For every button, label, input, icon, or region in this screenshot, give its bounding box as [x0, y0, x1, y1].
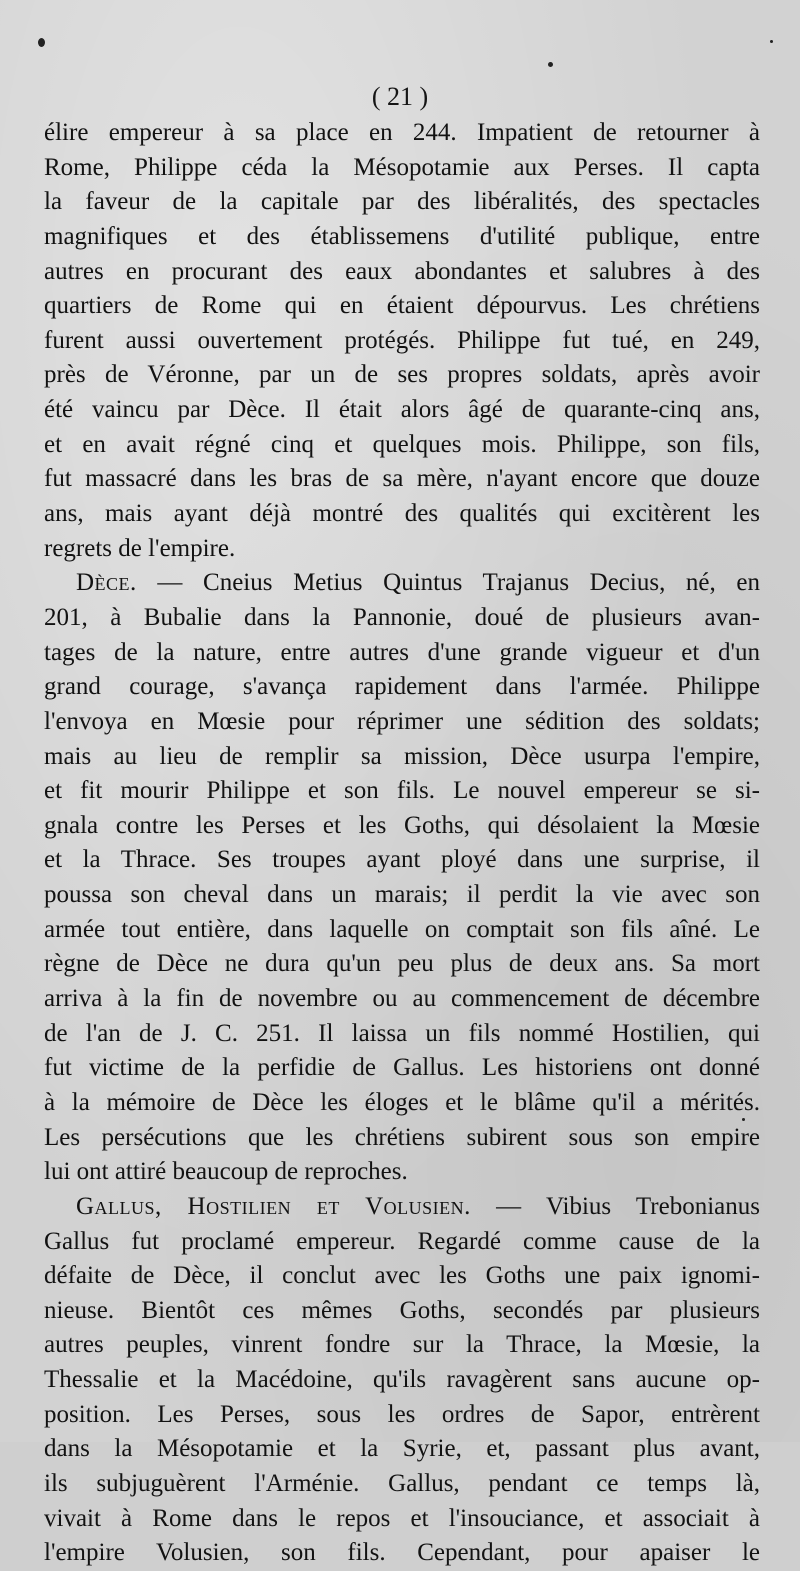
text-line: mais au lieu de remplir sa mission, Dèce usurpa l'empire, [44, 742, 760, 770]
text-line: ans, mais ayant déjà montré des qualités qui excitèrent les [44, 500, 760, 528]
text-line: près de Véronne, par un de ses propres soldats, après avoir [44, 361, 760, 389]
text-line: arriva à la fin de novembre ou au commencement de décembre [44, 985, 760, 1013]
text-line: armée tout entière, dans laquelle on comptait son fils aîné. Le [44, 915, 760, 943]
text-line: Thessalie et la Macédoine, qu'ils ravagèrent sans aucune op- [44, 1366, 760, 1394]
text-line: position. Les Perses, sous les ordres de Sapor, entrèrent [44, 1400, 760, 1428]
text-line: fut victime de la perfidie de Gallus. Les historiens ont donné [44, 1054, 760, 1082]
text-line: regrets de l'empire. [44, 534, 236, 562]
text-line: quartiers de Rome qui en étaient dépourvus. Les chrétiens [44, 292, 760, 320]
text-line: lui ont attiré beaucoup de reproches. [44, 1158, 408, 1186]
text-line: la faveur de la capitale par des libéralités, des spectacles [44, 188, 760, 216]
text-line: et la Thrace. Ses troupes ayant ployé dans une surprise, il [44, 846, 760, 874]
text-line: Les persécutions que les chrétiens subirent sous son empire [44, 1123, 760, 1151]
text-line: vivait à Rome dans le repos et l'insouciance, et associait à [44, 1504, 760, 1532]
text-line: et fit mourir Philippe et son fils. Le nouvel empereur se si- [44, 777, 760, 805]
text-line: ils subjuguèrent l'Arménie. Gallus, pendant ce temps là, [44, 1469, 760, 1497]
body-text [44, 116, 760, 1571]
text-line: règne de Dèce ne dura qu'un peu plus de deux ans. Sa mort [44, 950, 760, 978]
text-line: élire empereur à sa place en 244. Impatient de retourner à [44, 119, 760, 146]
text-line: été vaincu par Dèce. Il était alors âgé de quarante-cinq ans, [44, 396, 760, 424]
text-run: — Vibius Trebonianus [470, 1192, 760, 1220]
text-line: de l'an de J. C. 251. Il laissa un fils nommé Hostilien, qui [44, 1019, 760, 1047]
text-line: fut massacré dans les bras de sa mère, n'ayant encore que douze [44, 465, 760, 493]
text-line: furent aussi ouvertement protégés. Philippe fut tué, en 249, [44, 326, 760, 354]
text-line: l'envoya en Mœsie pour réprimer une sédition des soldats; [44, 707, 760, 735]
text-line: nieuse. Bientôt ces mêmes Goths, secondés par plusieurs [44, 1296, 760, 1324]
page-number: ( 21 ) [371, 82, 429, 111]
text-line: magnifiques et des établissemens d'utilité publique, entre [44, 222, 760, 250]
section-heading: Dèce. [76, 569, 137, 597]
text-line: autres en procurant des eaux abondantes et salubres à des [44, 257, 760, 285]
text-line: Gallus fut proclamé empereur. Regardé comme cause de la [44, 1227, 760, 1255]
paragraph-first-line [44, 1190, 760, 1225]
ink-speck [38, 38, 45, 47]
text-line: 201, à Bubalie dans la Pannonie, doué de plusieurs avan- [44, 603, 760, 631]
text-line: et en avait régné cinq et quelques mois. Philippe, son fils, [44, 430, 760, 458]
text-line: l'empire Volusien, son fils. Cependant, pour apaiser le [44, 1539, 760, 1567]
ink-speck [770, 40, 773, 43]
text-line: Rome, Philippe céda la Mésopotamie aux Perses. Il capta [44, 153, 760, 181]
text-line: poussa son cheval dans un marais; il perdit la vie avec son [44, 881, 760, 909]
section-heading: Gallus, Hostilien et Volusien. [76, 1192, 471, 1220]
text-line: à la mémoire de Dèce les éloges et le blâme qu'il a mérités. [44, 1088, 760, 1116]
paragraph-first-line [44, 566, 760, 601]
text-line: autres peuples, vinrent fondre sur la Thrace, la Mœsie, la [44, 1331, 760, 1359]
text-line: gnala contre les Perses et les Goths, qui désolaient la Mœsie [44, 811, 760, 839]
ink-speck [548, 62, 553, 67]
text-line: dans la Mésopotamie et la Syrie, et, passant plus avant, [44, 1435, 760, 1463]
text-line: tages de la nature, entre autres d'une grande vigueur et d'un [44, 638, 760, 666]
text-run: — Cneius Metius Quintus Trajanus Decius, né, en [136, 569, 760, 597]
text-line: grand courage, s'avança rapidement dans l'armée. Philippe [44, 673, 760, 701]
text-line: défaite de Dèce, il conclut avec les Goths une paix ignomi- [44, 1262, 760, 1290]
